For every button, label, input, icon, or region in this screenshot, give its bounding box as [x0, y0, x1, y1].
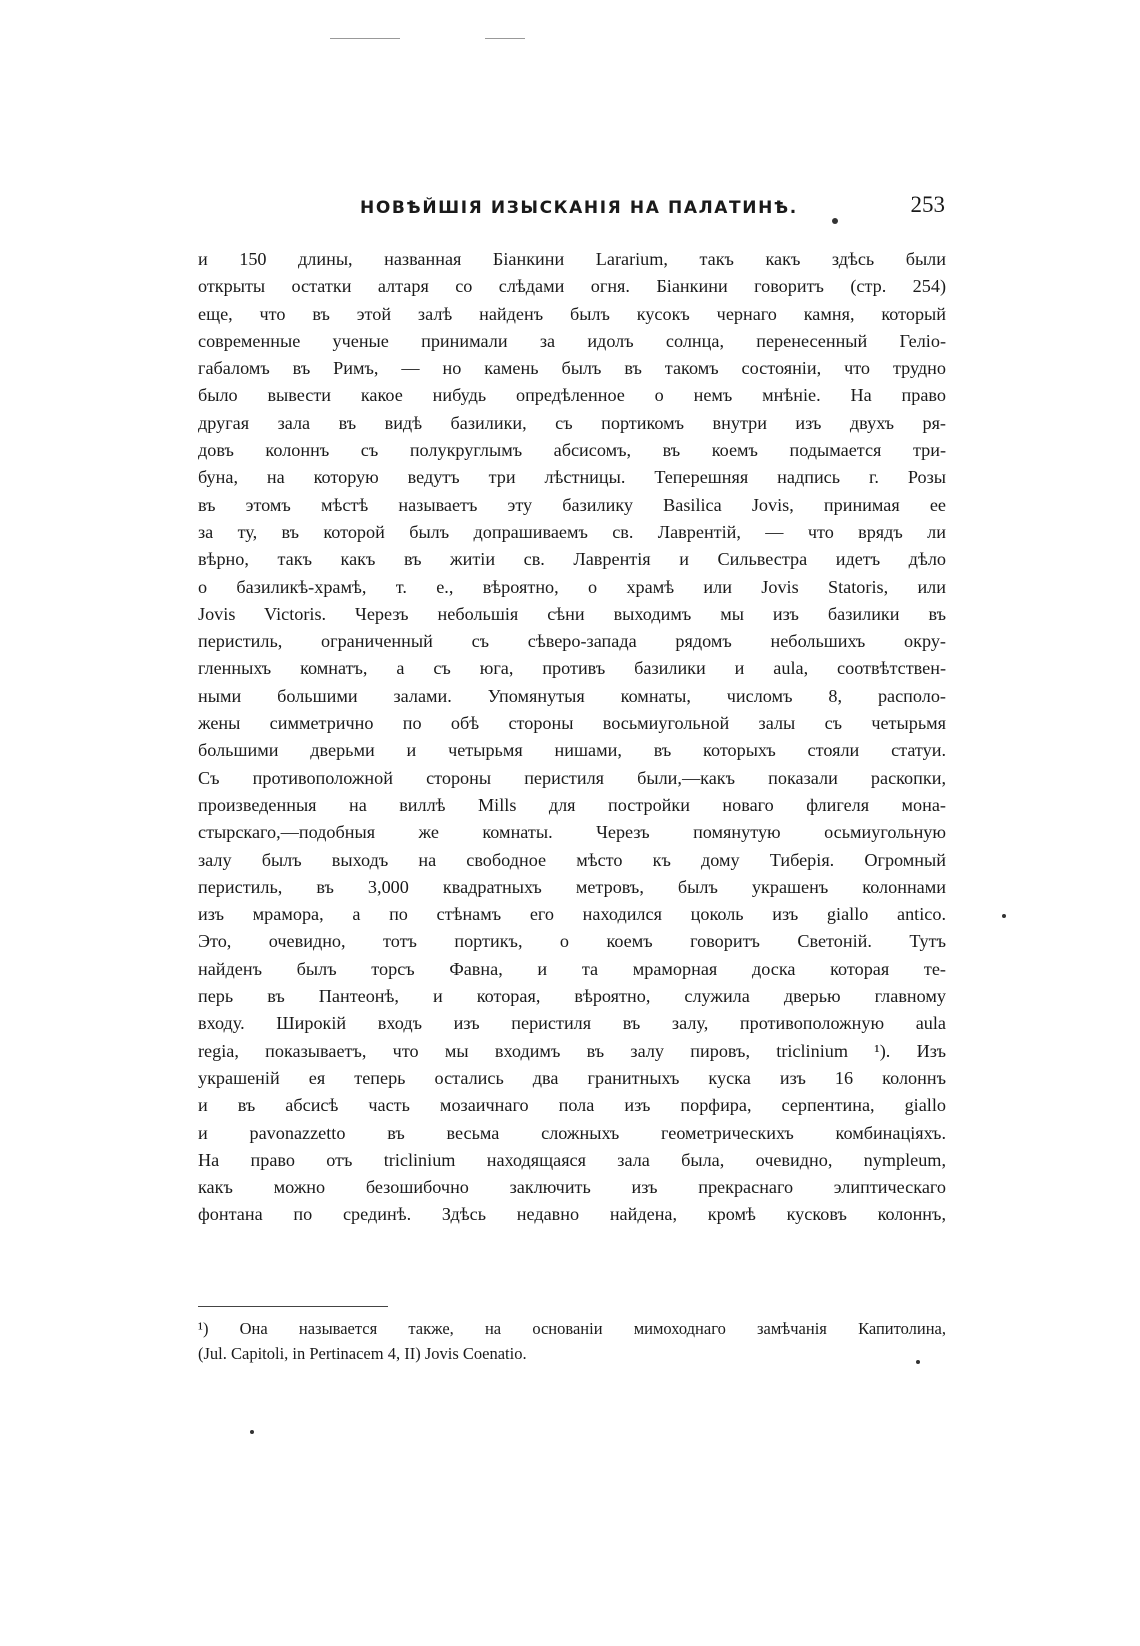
footnote-line: (Jul. Capitoli, in Pertinacem 4, II) Jovis Coenatio. [198, 1344, 527, 1363]
text-line: перистиль, въ 3,000 квадратныхъ метровъ, былъ украшенъ колоннами [198, 876, 946, 897]
text-line: перистиль, ограниченный съ сѣверо-запада рядомъ небольшихъ окру- [198, 631, 946, 652]
ink-speck [916, 1360, 920, 1364]
text-line: габаломъ въ Римъ, — но камень былъ въ такомъ состояніи, что трудно [198, 358, 946, 379]
text-line: regia, показываетъ, что мы входимъ въ залу пировъ, triclinium ¹). Изъ [198, 1040, 946, 1061]
footnote-line: ¹) Она называется также, на основаніи мимоходнаго замѣчанія Капитолина, [198, 1319, 946, 1338]
text-line: и 150 длины, названная Біанкини Lararium, такъ какъ здѣсь были [198, 249, 946, 269]
text-line: и pavonazzetto въ весьма сложныхъ геометрическихъ комбинаціяхъ. [198, 1122, 946, 1143]
text-line: найденъ былъ торсъ Фавна, и та мраморная доска которая те- [198, 958, 946, 979]
page-number: 253 [910, 192, 945, 217]
text-line: довъ колоннъ съ полукруглымъ абсисомъ, въ коемъ подымается три- [198, 440, 946, 461]
text-line: жены симметрично по обѣ стороны восьмиугольной залы съ четырьмя [198, 713, 946, 734]
text-line: ными большими залами. Упомянутыя комнаты, числомъ 8, располо- [198, 685, 946, 706]
text-line: о базиликѣ-храмѣ, т. е., вѣроятно, о храмѣ или Jovis Statoris, или [198, 576, 946, 597]
ink-speck [1002, 914, 1006, 918]
text-line: входу. Широкій входъ изъ перистиля въ залу, противоположную aula [198, 1013, 946, 1034]
text-line: перь въ Пантеонѣ, и которая, вѣроятно, служила дверью главному [198, 986, 946, 1007]
text-line: стырскаго,—подобныя же комнаты. Черезъ помянутую осьмиугольную [198, 822, 946, 843]
text-line: большими дверьми и четырьмя нишами, въ которыхъ стояли статуи. [198, 740, 946, 761]
text-line: Jovis Victoris. Черезъ небольшія сѣни выходимъ мы изъ базилики въ [198, 603, 946, 624]
text-line: за ту, въ которой былъ допрашиваемъ св. Лаврентій, — что врядъ ли [198, 521, 946, 542]
text-line: Съ противоположной стороны перистиля были,—какъ показали раскопки, [198, 767, 946, 788]
top-rule [330, 38, 400, 39]
text-line: другая зала въ видѣ базилики, съ портикомъ внутри изъ двухъ ря- [198, 412, 946, 433]
footnotes [198, 1316, 946, 1366]
ink-speck [250, 1430, 254, 1434]
top-rule [485, 38, 525, 39]
text-line: изъ мрамора, а по стѣнамъ его находился цоколь изъ giallo antico. [198, 904, 946, 925]
running-head: НОВѢЙШІЯ ИЗЫСКАНІЯ НА ПАЛАТИНѢ. [360, 198, 798, 218]
text-line: Это, очевидно, тотъ портикъ, о коемъ говоритъ Светоній. Тутъ [198, 931, 946, 952]
text-line: вѣрно, такъ какъ въ житіи св. Лаврентія и Сильвестра идетъ дѣло [198, 549, 946, 570]
text-line: украшеній ея теперь остались два гранитныхъ куска изъ 16 колоннъ [198, 1067, 946, 1088]
text-line: еще, что въ этой залѣ найденъ былъ кусокъ чернаго камня, который [198, 303, 946, 324]
text-line: произведенныя на виллѣ Mills для постройки новаго флигеля мона- [198, 794, 946, 815]
text-line: и въ абсисѣ часть мозаичнаго пола изъ порфира, серпентина, giallo [198, 1095, 946, 1116]
text-line: было вывести какое нибудь опредѣленное о немъ мнѣніе. На право [198, 385, 946, 406]
text-line: въ этомъ мѣстѣ называетъ эту базилику Basilica Jovis, принимая ее [198, 494, 946, 515]
text-line: буна, на которую ведутъ три лѣстницы. Теперешняя надпись г. Розы [198, 467, 946, 488]
body-text [198, 246, 946, 1229]
text-line: открыты остатки алтаря со слѣдами огня. Біанкини говоритъ (стр. 254) [198, 276, 946, 297]
text-line: залу былъ выходъ на свободное мѣсто къ дому Тиберія. Огромный [198, 849, 946, 870]
footnote-rule [198, 1306, 388, 1307]
text-line: какъ можно безошибочно заключить изъ прекраснаго элиптическаго [198, 1177, 946, 1198]
text-line: гленныхъ комнатъ, а съ юга, противъ базилики и aula, соотвѣтствен- [198, 658, 946, 679]
text-line: современные ученые принимали за идолъ солнца, перенесенный Геліо- [198, 330, 946, 351]
text-line: фонтана по срединѣ. Здѣсь недавно найдена, кромѣ кусковъ колоннъ, [198, 1204, 946, 1225]
text-line: На право отъ triclinium находящаяся зала была, очевидно, nympleum, [198, 1149, 946, 1170]
ink-speck [832, 218, 838, 224]
